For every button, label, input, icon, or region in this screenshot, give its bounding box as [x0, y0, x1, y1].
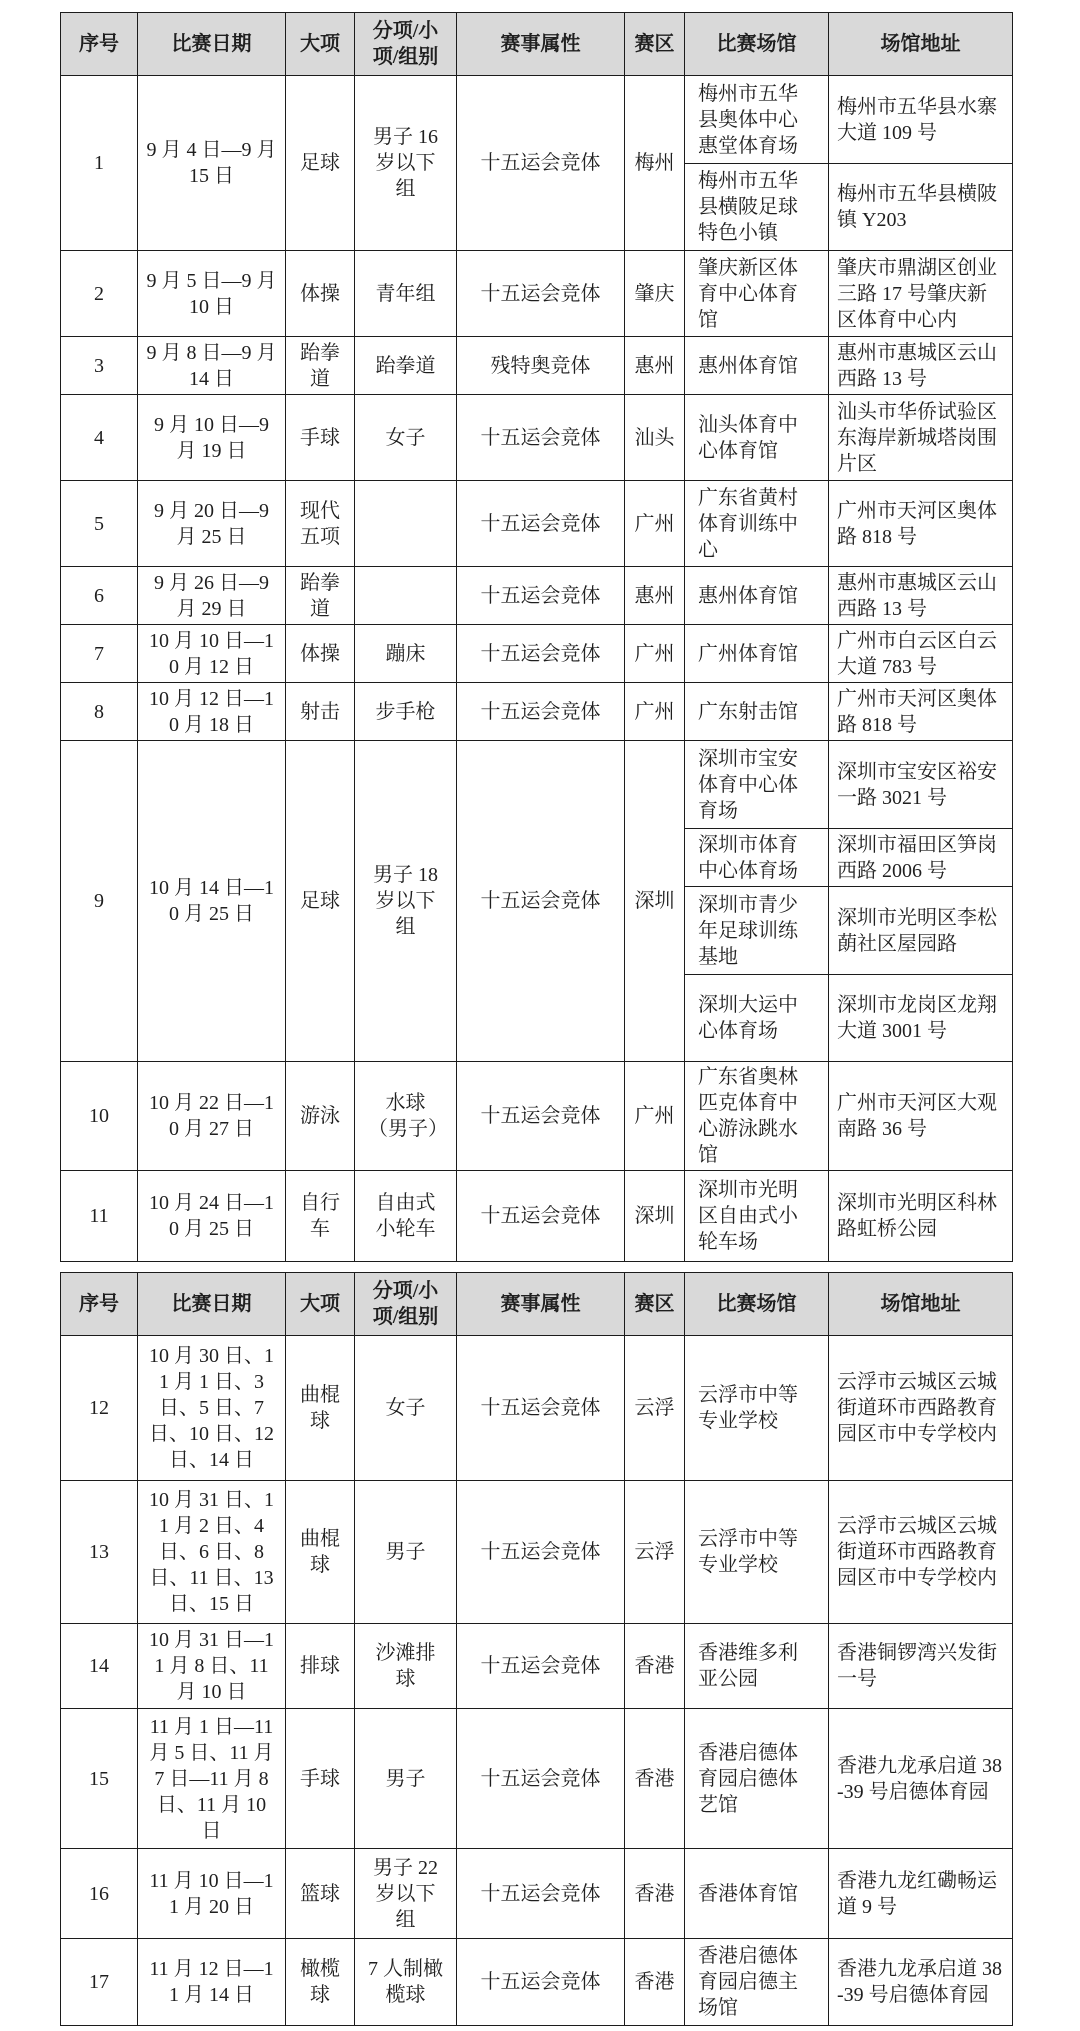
header-cell: 分项/小项/组别: [355, 1273, 457, 1336]
cell-venue-address: 梅州市五华县横陂镇 Y203: [829, 164, 1013, 251]
cell-date: 11 月 1 日—11 月 5 日、11 月 7 日—11 月 8 日、11 月 10 日: [138, 1709, 286, 1849]
cell-venue: 香港体育馆: [685, 1849, 829, 1939]
cell-number: 8: [61, 683, 138, 741]
header-cell: 赛区: [625, 13, 685, 76]
cell-event-attribute: 十五运会竞体: [457, 1336, 625, 1481]
cell-venue: 广东射击馆: [685, 683, 829, 741]
cell-date: 10 月 12 日—10 月 18 日: [138, 683, 286, 741]
cell-date: 9 月 20 日—9 月 25 日: [138, 481, 286, 567]
table-row: [61, 1481, 1013, 1624]
cell-zone: 香港: [625, 1709, 685, 1849]
cell-subevent: 步手枪: [355, 683, 457, 741]
cell-number: 5: [61, 481, 138, 567]
header-cell: 分项/小项/组别: [355, 13, 457, 76]
cell-venue-address: 香港九龙承启道 38-39 号启德体育园: [829, 1709, 1013, 1849]
schedule-table-part-1: [60, 12, 1013, 1262]
cell-number: 15: [61, 1709, 138, 1849]
header-cell: 序号: [61, 13, 138, 76]
table-row: [61, 741, 1013, 829]
table-row: [61, 625, 1013, 683]
cell-number: 10: [61, 1062, 138, 1171]
table-row: [61, 251, 1013, 337]
cell-event-attribute: 十五运会竞体: [457, 1939, 625, 2026]
cell-sport: 手球: [286, 395, 355, 481]
header-cell: 比赛场馆: [685, 13, 829, 76]
cell-zone: 深圳: [625, 1171, 685, 1262]
header-cell: 场馆地址: [829, 1273, 1013, 1336]
cell-sport: 自行车: [286, 1171, 355, 1262]
cell-date: 9 月 4 日—9 月 15 日: [138, 76, 286, 251]
table-row: [61, 1624, 1013, 1709]
cell-zone: 广州: [625, 1062, 685, 1171]
cell-venue: 汕头体育中心体育馆: [685, 395, 829, 481]
cell-venue-address: 云浮市云城区云城街道环市西路教育园区市中专学校内: [829, 1481, 1013, 1624]
cell-sport: 橄榄球: [286, 1939, 355, 2026]
cell-venue: 梅州市五华县横陂足球特色小镇: [685, 164, 829, 251]
cell-number: 7: [61, 625, 138, 683]
cell-date: 10 月 31 日、11 月 2 日、4 日、6 日、8 日、11 日、13 日、15 日: [138, 1481, 286, 1624]
cell-sport: 游泳: [286, 1062, 355, 1171]
cell-venue-address: 深圳市光明区李松蓢社区屋园路: [829, 887, 1013, 975]
cell-number: 6: [61, 567, 138, 625]
cell-venue: 深圳市光明区自由式小轮车场: [685, 1171, 829, 1262]
cell-event-attribute: 十五运会竞体: [457, 683, 625, 741]
table-row: [61, 1336, 1013, 1481]
table-row: [61, 567, 1013, 625]
cell-venue: 梅州市五华县奥体中心惠堂体育场: [685, 76, 829, 164]
cell-sport: 射击: [286, 683, 355, 741]
cell-sport: 体操: [286, 625, 355, 683]
cell-venue-address: 汕头市华侨试验区东海岸新城塔岗围片区: [829, 395, 1013, 481]
cell-zone: 广州: [625, 683, 685, 741]
cell-event-attribute: 十五运会竞体: [457, 251, 625, 337]
cell-event-attribute: 十五运会竞体: [457, 1849, 625, 1939]
cell-date: 10 月 10 日—10 月 12 日: [138, 625, 286, 683]
cell-number: 12: [61, 1336, 138, 1481]
cell-zone: 梅州: [625, 76, 685, 251]
header-cell: 赛事属性: [457, 1273, 625, 1336]
cell-subevent: 沙滩排球: [355, 1624, 457, 1709]
cell-zone: 广州: [625, 625, 685, 683]
cell-venue: 广东省奥林匹克体育中心游泳跳水馆: [685, 1062, 829, 1171]
cell-venue-address: 惠州市惠城区云山西路 13 号: [829, 567, 1013, 625]
cell-venue: 深圳市青少年足球训练基地: [685, 887, 829, 975]
cell-event-attribute: 十五运会竞体: [457, 395, 625, 481]
cell-venue-address: 深圳市福田区笋岗西路 2006 号: [829, 829, 1013, 887]
cell-subevent: 女子: [355, 395, 457, 481]
cell-subevent: 女子: [355, 1336, 457, 1481]
cell-sport: 跆拳道: [286, 337, 355, 395]
cell-subevent: 男子 22 岁以下组: [355, 1849, 457, 1939]
cell-date: 10 月 24 日—10 月 25 日: [138, 1171, 286, 1262]
cell-venue: 香港启德体育园启德体艺馆: [685, 1709, 829, 1849]
cell-number: 3: [61, 337, 138, 395]
cell-sport: 篮球: [286, 1849, 355, 1939]
cell-event-attribute: 十五运会竞体: [457, 76, 625, 251]
cell-event-attribute: 十五运会竞体: [457, 741, 625, 1062]
cell-venue: 惠州体育馆: [685, 567, 829, 625]
header-row: [61, 13, 1013, 76]
header-row: [61, 1273, 1013, 1336]
cell-date: 11 月 10 日—11 月 20 日: [138, 1849, 286, 1939]
cell-number: 4: [61, 395, 138, 481]
cell-subevent: 蹦床: [355, 625, 457, 683]
cell-date: 9 月 8 日—9 月 14 日: [138, 337, 286, 395]
cell-number: 16: [61, 1849, 138, 1939]
cell-venue: 香港启德体育园启德主场馆: [685, 1939, 829, 2026]
cell-venue-address: 云浮市云城区云城街道环市西路教育园区市中专学校内: [829, 1336, 1013, 1481]
cell-venue-address: 惠州市惠城区云山西路 13 号: [829, 337, 1013, 395]
header-cell: 大项: [286, 1273, 355, 1336]
header-cell: 赛区: [625, 1273, 685, 1336]
table-row: [61, 1939, 1013, 2026]
cell-sport: 曲棍球: [286, 1336, 355, 1481]
table-row: [61, 76, 1013, 164]
cell-venue: 广东省黄村体育训练中心: [685, 481, 829, 567]
cell-date: 9 月 5 日—9 月 10 日: [138, 251, 286, 337]
cell-venue-address: 深圳市龙岗区龙翔大道 3001 号: [829, 975, 1013, 1062]
cell-sport: 手球: [286, 1709, 355, 1849]
table-row: [61, 1171, 1013, 1262]
schedule-table-part-2: [60, 1272, 1013, 2026]
cell-date: 9 月 26 日—9 月 29 日: [138, 567, 286, 625]
cell-zone: 惠州: [625, 337, 685, 395]
cell-event-attribute: 十五运会竞体: [457, 1709, 625, 1849]
cell-venue-address: 香港九龙承启道 38-39 号启德体育园: [829, 1939, 1013, 2026]
cell-subevent: 男子: [355, 1481, 457, 1624]
cell-venue: 深圳市宝安体育中心体育场: [685, 741, 829, 829]
cell-sport: 排球: [286, 1624, 355, 1709]
cell-number: 13: [61, 1481, 138, 1624]
cell-venue: 深圳市体育中心体育场: [685, 829, 829, 887]
cell-venue: 惠州体育馆: [685, 337, 829, 395]
cell-date: 10 月 14 日—10 月 25 日: [138, 741, 286, 1062]
table-row: [61, 1709, 1013, 1849]
cell-zone: 深圳: [625, 741, 685, 1062]
cell-sport: 现代五项: [286, 481, 355, 567]
cell-zone: 香港: [625, 1624, 685, 1709]
cell-subevent: 7 人制橄榄球: [355, 1939, 457, 2026]
header-cell: 场馆地址: [829, 13, 1013, 76]
cell-sport: 曲棍球: [286, 1481, 355, 1624]
cell-venue-address: 香港九龙红磡畅运道 9 号: [829, 1849, 1013, 1939]
header-cell: 赛事属性: [457, 13, 625, 76]
cell-subevent: 男子 16 岁以下组: [355, 76, 457, 251]
table-row: [61, 683, 1013, 741]
cell-number: 9: [61, 741, 138, 1062]
header-cell: 比赛日期: [138, 13, 286, 76]
cell-sport: 体操: [286, 251, 355, 337]
cell-subevent: 跆拳道: [355, 337, 457, 395]
cell-sport: 跆拳道: [286, 567, 355, 625]
cell-date: 9 月 10 日—9 月 19 日: [138, 395, 286, 481]
cell-zone: 香港: [625, 1849, 685, 1939]
cell-venue: 云浮市中等专业学校: [685, 1481, 829, 1624]
cell-zone: 肇庆: [625, 251, 685, 337]
cell-event-attribute: 十五运会竞体: [457, 481, 625, 567]
cell-event-attribute: 十五运会竞体: [457, 1624, 625, 1709]
cell-event-attribute: 残特奥竞体: [457, 337, 625, 395]
cell-venue-address: 香港铜锣湾兴发街一号: [829, 1624, 1013, 1709]
cell-zone: 云浮: [625, 1481, 685, 1624]
cell-date: 10 月 31 日—11 月 8 日、11 月 10 日: [138, 1624, 286, 1709]
cell-number: 1: [61, 76, 138, 251]
cell-zone: 惠州: [625, 567, 685, 625]
cell-venue: 广州体育馆: [685, 625, 829, 683]
cell-number: 11: [61, 1171, 138, 1262]
cell-zone: 汕头: [625, 395, 685, 481]
cell-sport: 足球: [286, 76, 355, 251]
cell-venue-address: 深圳市光明区科林路虹桥公园: [829, 1171, 1013, 1262]
cell-subevent: 男子: [355, 1709, 457, 1849]
cell-event-attribute: 十五运会竞体: [457, 1062, 625, 1171]
cell-venue: 香港维多利亚公园: [685, 1624, 829, 1709]
cell-venue: 云浮市中等专业学校: [685, 1336, 829, 1481]
cell-venue-address: 梅州市五华县水寨大道 109 号: [829, 76, 1013, 164]
cell-venue-address: 广州市天河区奥体路 818 号: [829, 683, 1013, 741]
cell-venue-address: 广州市白云区白云大道 783 号: [829, 625, 1013, 683]
cell-zone: 香港: [625, 1939, 685, 2026]
cell-venue: 深圳大运中心体育场: [685, 975, 829, 1062]
table-row: [61, 1849, 1013, 1939]
cell-number: 2: [61, 251, 138, 337]
cell-event-attribute: 十五运会竞体: [457, 1481, 625, 1624]
cell-date: 10 月 22 日—10 月 27 日: [138, 1062, 286, 1171]
cell-date: 11 月 12 日—11 月 14 日: [138, 1939, 286, 2026]
cell-subevent: 青年组: [355, 251, 457, 337]
cell-subevent: 男子 18 岁以下组: [355, 741, 457, 1062]
cell-number: 14: [61, 1624, 138, 1709]
cell-subevent: [355, 481, 457, 567]
table-row: [61, 481, 1013, 567]
table-row: [61, 337, 1013, 395]
cell-subevent: 自由式小轮车: [355, 1171, 457, 1262]
cell-venue-address: 深圳市宝安区裕安一路 3021 号: [829, 741, 1013, 829]
cell-number: 17: [61, 1939, 138, 2026]
cell-event-attribute: 十五运会竞体: [457, 625, 625, 683]
cell-zone: 广州: [625, 481, 685, 567]
cell-venue-address: 肇庆市鼎湖区创业三路 17 号肇庆新区体育中心内: [829, 251, 1013, 337]
header-cell: 序号: [61, 1273, 138, 1336]
cell-venue-address: 广州市天河区大观南路 36 号: [829, 1062, 1013, 1171]
cell-zone: 云浮: [625, 1336, 685, 1481]
cell-event-attribute: 十五运会竞体: [457, 1171, 625, 1262]
cell-subevent: [355, 567, 457, 625]
cell-event-attribute: 十五运会竞体: [457, 567, 625, 625]
header-cell: 比赛场馆: [685, 1273, 829, 1336]
table-row: [61, 395, 1013, 481]
cell-venue-address: 广州市天河区奥体路 818 号: [829, 481, 1013, 567]
cell-subevent: 水球（男子）: [355, 1062, 457, 1171]
cell-date: 10 月 30 日、11 月 1 日、3 日、5 日、7 日、10 日、12 日、14 日: [138, 1336, 286, 1481]
cell-sport: 足球: [286, 741, 355, 1062]
cell-venue: 肇庆新区体育中心体育馆: [685, 251, 829, 337]
table-row: [61, 1062, 1013, 1171]
header-cell: 大项: [286, 13, 355, 76]
header-cell: 比赛日期: [138, 1273, 286, 1336]
